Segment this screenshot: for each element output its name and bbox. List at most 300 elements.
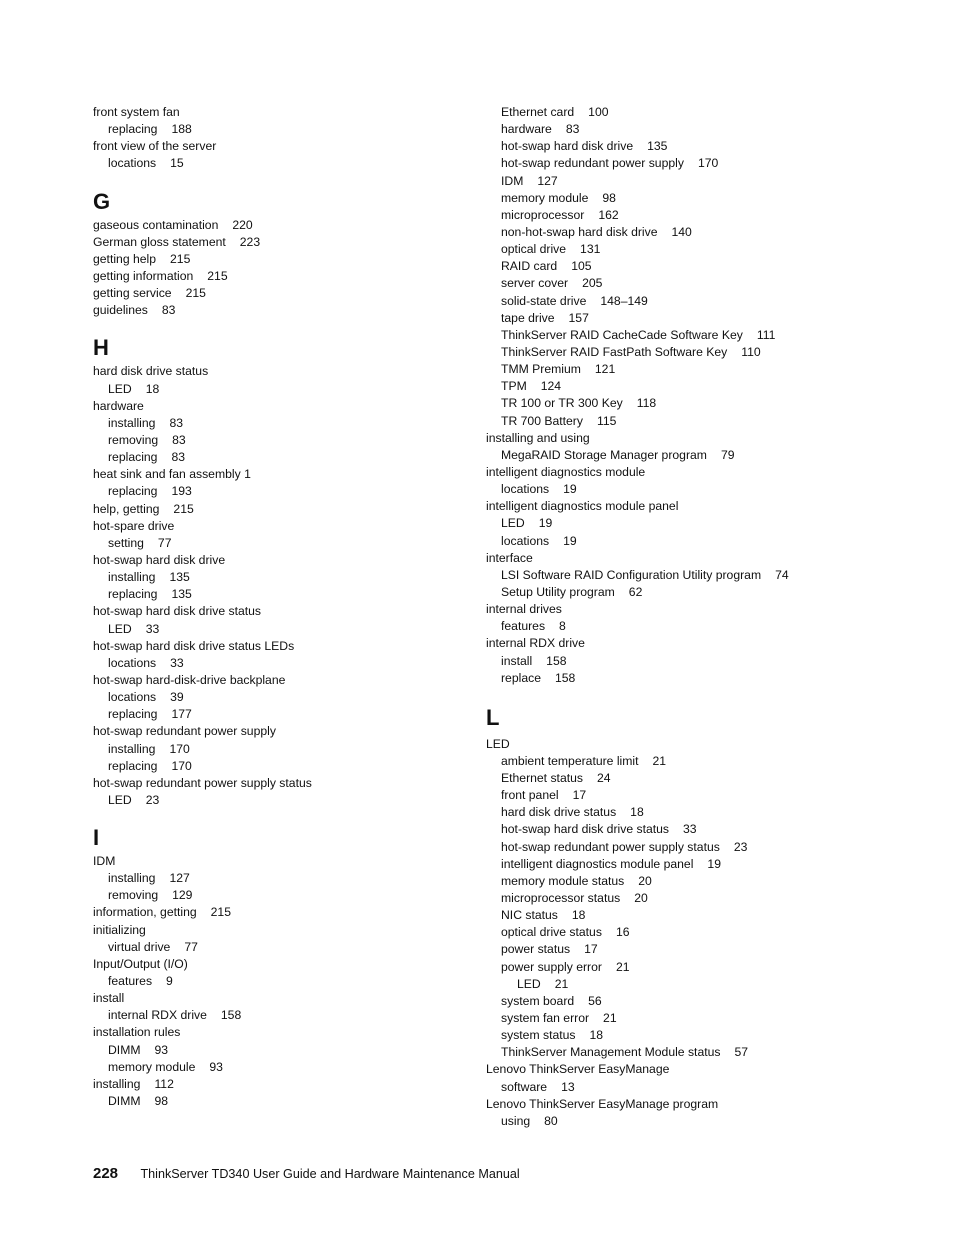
index-subentry [93,121,463,138]
index-term: hot-swap hard disk drive status LEDs [93,638,295,653]
index-page-ref: 118 [636,396,657,411]
index-page-ref: 21 [554,976,569,991]
index-page-ref: 15 [170,156,184,171]
index-term: installing [108,871,156,886]
index-letter-heading: G [93,188,111,214]
index-page-ref: 135 [647,139,668,154]
index-page-ref: 115 [596,413,617,428]
index-page-ref: 39 [170,690,184,705]
index-page-ref: 33 [170,655,184,670]
index-subentry [486,190,906,207]
index-term: RAID card [501,259,558,274]
index-subentry [486,481,906,498]
index-entry [93,1024,463,1041]
index-page-ref: 205 [582,276,603,291]
index-term: system board [501,993,575,1008]
index-subentry [486,584,906,601]
index-entry [93,922,463,939]
index-term: Lenovo ThinkServer EasyManage program [486,1096,719,1111]
index-subentry [93,1042,463,1059]
index-page-ref: 83 [171,450,186,465]
index-term: front panel [501,788,559,803]
index-page-ref: 215 [185,286,206,301]
index-term: Input/Output (I/O) [93,956,188,971]
index-page-ref: 158 [546,653,567,668]
index-entry [93,1076,463,1093]
index-term: hot-swap redundant power supply [93,724,276,739]
index-page-ref: 80 [544,1113,558,1128]
index-entry [486,1096,906,1113]
index-page-ref: 33 [683,822,697,837]
index-page-ref: 83 [565,122,580,137]
index-term: server cover [501,276,569,291]
index-page-ref: 193 [171,484,192,499]
index-entry [486,498,906,515]
index-subentry [486,155,906,172]
index-subentry [486,207,906,224]
index-term: locations [501,533,550,548]
index-term: gaseous contamination [93,217,219,232]
index-term: TR 100 or TR 300 Key [501,396,623,411]
index-subentry [486,395,906,412]
index-subentry [93,432,463,449]
index-subentry [486,173,906,190]
index-term: software [501,1079,548,1094]
index-subentry [486,839,906,856]
index-term: hardware [93,398,144,413]
index-page-ref: 140 [671,224,692,239]
index-subentry [486,924,906,941]
index-term: non-hot-swap hard disk drive [501,224,658,239]
index-term: interface [486,550,533,565]
index-subentry [486,670,906,687]
index-subentry [486,1044,906,1061]
index-subentry [486,907,906,924]
index-term: virtual drive [108,939,171,954]
page-footer [93,1165,520,1183]
index-letter-heading: I [93,825,100,851]
index-subentry [486,890,906,907]
index-subentry [93,483,463,500]
index-term: locations [108,156,157,171]
index-page-ref: 74 [775,567,789,582]
index-term: German gloss statement [93,234,226,249]
index-page-ref: 148–149 [600,293,648,308]
index-subentry [486,993,906,1010]
index-subentry [93,939,463,956]
index-term: intelligent diagnostics module panel [486,499,679,514]
index-subentry [93,586,463,603]
index-subentry [486,1027,906,1044]
index-term: guidelines [93,303,148,318]
index-entry [93,990,463,1007]
index-term: installing [108,570,156,585]
index-page-ref: 16 [615,925,630,940]
index-term: Lenovo ThinkServer EasyManage [486,1062,670,1077]
index-term: LED [108,792,132,807]
index-page-ref: 170 [171,758,192,773]
index-term: hot-swap redundant power supply [501,156,684,171]
index-entry [93,672,463,689]
index-subentry [486,821,906,838]
index-term: setting [108,535,144,550]
index-term: hot-swap hard disk drive status [93,604,261,619]
index-entry [93,234,463,251]
index-subentry [93,1059,463,1076]
index-page-ref: 20 [638,873,652,888]
index-term: installing [93,1076,141,1091]
index-term: memory module [108,1059,196,1074]
index-subentry [486,361,906,378]
index-subentry [486,976,906,993]
index-page-ref: 19 [563,533,577,548]
index-term: LED [517,976,541,991]
index-subentry [486,653,906,670]
index-entry [93,285,463,302]
index-entry [93,268,463,285]
index-subentry [486,804,906,821]
index-term: NIC status [501,908,558,923]
index-page-ref: 215 [207,268,228,283]
index-term: Ethernet status [501,771,583,786]
index-page-ref: 56 [588,993,602,1008]
index-page-ref: 21 [603,1011,617,1026]
index-subentry [93,741,463,758]
index-page-ref: 9 [166,974,173,989]
index-subentry [93,1007,463,1024]
index-subentry [486,327,906,344]
index-term: replacing [108,707,158,722]
index-term: getting service [93,286,172,301]
index-subentry [486,293,906,310]
index-term: LED [486,736,510,751]
index-term: getting help [93,251,157,266]
index-term: installing and using [486,430,590,445]
index-entry [486,601,906,618]
index-page-ref: 19 [563,482,577,497]
index-page-ref: 83 [169,415,183,430]
index-term: system fan error [501,1011,590,1026]
index-subentry [486,344,906,361]
index-subentry [93,381,463,398]
index-subentry [93,535,463,552]
index-page-ref: 17 [572,788,587,803]
footer-title: ThinkServer TD340 User Guide and Hardware Maintenance Manual [140,1167,520,1181]
index-entry [486,736,906,753]
index-term: hot-swap hard disk drive [501,139,634,154]
index-page-ref: 23 [145,792,160,807]
index-page-ref: 83 [172,432,186,447]
index-term: hard disk drive status [501,805,617,820]
index-term: TPM [501,379,527,394]
index-term: intelligent diagnostics module panel [501,856,694,871]
index-term: optical drive status [501,925,602,940]
index-term: DIMM [108,1094,141,1109]
index-subentry [93,706,463,723]
index-term: LED [108,621,132,636]
index-subentry [486,1079,906,1096]
index-term: memory module [501,190,589,205]
index-term: system status [501,1028,576,1043]
index-page-ref: 100 [588,105,609,119]
page-number: 228 [93,1165,119,1182]
index-term: internal RDX drive [108,1008,207,1023]
index-page-ref: 121 [594,362,616,377]
index-term: power status [501,942,571,957]
index-subentry [486,447,906,464]
index-term: features [108,974,153,989]
index-entry [93,104,463,121]
index-term: heat sink and fan assembly 1 [93,467,251,482]
index-entry [93,217,463,234]
index-subentry [486,413,906,430]
index-page-ref: 18 [571,908,586,923]
index-subentry [93,973,463,990]
index-page-ref: 158 [220,1008,242,1023]
index-page-ref: 135 [171,587,192,602]
index-entry [93,904,463,921]
index-page-ref: 105 [571,259,592,274]
index-page-ref: 19 [707,856,721,871]
index-term: TR 700 Battery [501,413,583,428]
index-page-ref: 13 [561,1079,575,1094]
index-subentry [486,753,906,770]
index-term: LED [501,516,525,531]
index-term: tape drive [501,310,555,325]
index-page-ref: 79 [720,447,735,462]
index-page-ref: 170 [697,156,719,171]
index-term: optical drive [501,242,567,257]
index-page-ref: 220 [232,217,253,232]
index-subentry [486,310,906,327]
index-term: ambient temperature limit [501,753,639,768]
index-page-ref: 21 [652,753,667,768]
index-page-ref: 223 [239,234,261,249]
index-term: install [501,653,533,668]
index-page-ref: 18 [589,1028,604,1043]
index-page-ref: 8 [559,619,566,634]
index-term: Setup Utility program [501,584,615,599]
index-term: ThinkServer Management Module status [501,1045,721,1060]
index-page-ref: 93 [154,1042,169,1057]
index-subentry [486,618,906,635]
index-page-ref: 111 [756,327,776,342]
index-term: front view of the server [93,139,217,154]
index-subentry [486,258,906,275]
index-subentry [486,378,906,395]
index-term: hardware [501,122,552,137]
index-page-ref: 33 [145,621,160,636]
index-subentry [486,567,906,584]
index-page-ref: 110 [741,344,761,359]
index-entry [93,466,463,483]
index-term: solid-state drive [501,293,587,308]
index-page-ref: 127 [169,871,190,886]
index-term: memory module status [501,873,625,888]
index-term: DIMM [108,1042,141,1057]
index-term: TMM Premium [501,362,581,377]
index-entry [93,501,463,518]
index-subentry [486,1113,906,1130]
index-term: replace [501,670,541,685]
index-page-ref: 158 [554,670,576,685]
index-term: microprocessor status [501,891,621,906]
index-entry [93,302,463,319]
index-subentry [486,275,906,292]
index-term: internal drives [486,602,562,617]
index-entry [93,552,463,569]
index-page-ref: 17 [584,942,598,957]
index-term: IDM [501,173,524,188]
index-term: microprocessor [501,207,585,222]
index-term: hot-swap redundant power supply status [501,839,720,854]
index-entry [93,853,463,870]
index-page-ref: 124 [540,379,562,394]
index-subentry [93,621,463,638]
index-term: installing [108,741,156,756]
index-subentry [486,138,906,155]
index-page-ref: 170 [169,741,190,756]
index-term: removing [108,432,159,447]
index-page-ref: 215 [173,501,194,516]
index-subentry [486,959,906,976]
index-entry [93,518,463,535]
index-page-ref: 131 [580,242,601,257]
index-subentry [93,887,463,904]
index-term: LED [108,381,132,396]
index-page-ref: 98 [154,1094,169,1109]
index-page-ref: 23 [733,839,748,854]
index-term: replacing [108,450,158,465]
index-term: IDM [93,854,116,869]
index-subentry [486,787,906,804]
index-term: replacing [108,758,158,773]
index-page-ref: 77 [157,535,172,550]
index-term: installation rules [93,1025,181,1040]
index-entry [93,398,463,415]
index-page-ref: 215 [210,905,231,920]
index-page-ref: 21 [615,959,630,974]
index-term: hot-spare drive [93,518,175,533]
index-subentry [486,224,906,241]
index-page-ref: 112 [154,1076,174,1091]
index-subentry [93,870,463,887]
index-page-ref: 18 [145,381,160,396]
index-entry [93,603,463,620]
index-subentry [93,569,463,586]
index-entry [486,1061,906,1078]
index-subentry [486,941,906,958]
index-subentry [486,104,906,121]
index-subentry [486,515,906,532]
index-page-ref: 98 [602,190,616,205]
index-subentry [93,415,463,432]
index-term: power supply error [501,959,602,974]
index-term: locations [501,482,550,497]
index-subentry [93,1093,463,1110]
index-term: internal RDX drive [486,636,585,651]
index-term: hard disk drive status [93,364,209,379]
index-term: intelligent diagnostics module [486,464,646,479]
index-page-ref: 177 [171,707,192,722]
index-term: information, getting [93,905,197,920]
index-term: Ethernet card [501,105,575,119]
index-page-ref: 24 [596,771,611,786]
index-entry [93,638,463,655]
index-term: using [501,1113,531,1128]
index-column-left [93,104,463,1110]
index-term: getting information [93,268,194,283]
index-entry [486,430,906,447]
index-letter-heading: H [93,335,109,361]
index-page-ref: 62 [628,584,643,599]
index-entry [93,363,463,380]
index-entry [93,251,463,268]
index-page-ref: 127 [537,173,558,188]
index-page-ref: 20 [634,891,648,906]
index-page-ref: 215 [170,251,191,266]
index-entry [93,956,463,973]
index-subentry [486,241,906,258]
index-term: locations [108,690,157,705]
index-page-ref: 188 [171,122,192,137]
index-entry [93,138,463,155]
index-subentry [93,758,463,775]
index-term: install [93,991,125,1006]
index-term: hot-swap hard disk drive [93,552,226,567]
index-subentry [486,1010,906,1027]
index-subentry [486,770,906,787]
index-term: replacing [108,122,158,137]
index-term: hot-swap hard disk drive status [501,822,669,837]
index-term: locations [108,655,157,670]
index-subentry [486,121,906,138]
index-term: hot-swap redundant power supply status [93,775,312,790]
index-column-right [486,104,906,1130]
index-term: installing [108,415,156,430]
index-subentry [486,873,906,890]
index-term: initializing [93,922,146,937]
index-term: help, getting [93,501,160,516]
index-term: ThinkServer RAID CacheCade Software Key [501,327,743,342]
index-page-ref: 135 [169,570,190,585]
index-entry [93,723,463,740]
index-subentry [93,689,463,706]
index-term: replacing [108,484,158,499]
index-entry [486,550,906,567]
index-page-ref: 93 [209,1059,223,1074]
index-page-ref: 129 [172,888,193,903]
index-page-ref: 77 [184,939,198,954]
index-page-ref: 83 [161,303,176,318]
index-subentry [93,155,463,172]
index-term: hot-swap hard-disk-drive backplane [93,672,286,687]
index-term: features [501,619,546,634]
index-subentry [93,655,463,672]
index-page-ref: 57 [734,1045,749,1060]
index-subentry [486,533,906,550]
index-term: replacing [108,587,158,602]
index-page-ref: 157 [568,310,589,325]
index-page-ref: 162 [598,207,619,222]
index-term: LSI Software RAID Configuration Utility program [501,567,762,582]
index-term: front system fan [93,105,180,119]
index-term: ThinkServer RAID FastPath Software Key [501,344,728,359]
index-entry [486,464,906,481]
index-entry [93,775,463,792]
index-term: MegaRAID Storage Manager program [501,447,707,462]
index-page-ref: 19 [538,516,553,531]
